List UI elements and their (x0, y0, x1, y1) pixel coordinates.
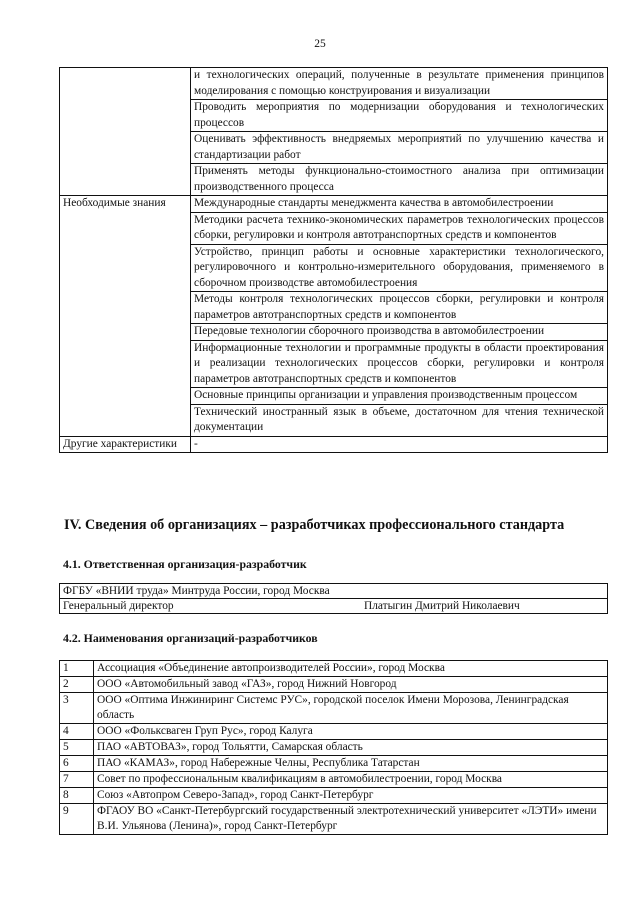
row-number: 8 (60, 788, 94, 804)
other-label: Другие характеристики (60, 436, 191, 453)
knowledge-cell: Методики расчета технико-экономических параметров технологических процессов сборки, регулировки и контроля автотранспортных средств и компонентов (191, 212, 608, 244)
row-number: 6 (60, 756, 94, 772)
knowledge-cell: Технический иностранный язык в объеме, достаточном для чтения технической документации (191, 404, 608, 436)
table-row (60, 244, 608, 292)
empty-label-cell (60, 212, 191, 244)
table-row (60, 772, 608, 788)
table-row (60, 292, 608, 324)
responsible-table (59, 583, 608, 614)
org-name: Союз «Автопром Северо-Запад», город Санкт-Петербург (94, 788, 608, 804)
org-name: ООО «Фольксваген Груп Рус», город Калуга (94, 724, 608, 740)
developers-table (59, 660, 608, 835)
row-number: 4 (60, 724, 94, 740)
skills-table (59, 67, 608, 453)
table-row (60, 804, 608, 835)
empty-label-cell (60, 324, 191, 341)
org-name: ПАО «КАМАЗ», город Набережные Челны, Республика Татарстан (94, 756, 608, 772)
org-name: ООО «Оптима Инжиниринг Системс РУС», городской поселок Имени Морозова, Ленинградская область (94, 693, 608, 724)
director-name: Платыгин Дмитрий Николаевич (364, 599, 608, 614)
knowledge-cell: Международные стандарты менеджмента качества в автомобилестроении (191, 196, 608, 213)
table-row (60, 693, 608, 724)
table-row (60, 740, 608, 756)
table-row (60, 677, 608, 693)
table-row (60, 388, 608, 405)
table-row (60, 584, 608, 599)
empty-label-cell (60, 100, 191, 132)
row-number: 3 (60, 693, 94, 724)
director-position: Генеральный директор (60, 599, 365, 614)
empty-label-cell (60, 340, 191, 388)
knowledge-cell: Информационные технологии и программные продукты в области проектирования и реализации технологических процессов сборки, регулировки и контроля параметров автотранспортных средств и компонентов (191, 340, 608, 388)
row-number: 2 (60, 677, 94, 693)
row-number: 7 (60, 772, 94, 788)
org-name: Ассоциация «Объединение автопроизводителей России», город Москва (94, 661, 608, 677)
org-name: ООО «Автомобильный завод «ГАЗ», город Нижний Новгород (94, 677, 608, 693)
table-row (60, 788, 608, 804)
table-row (60, 340, 608, 388)
row-number: 9 (60, 804, 94, 835)
row-number: 1 (60, 661, 94, 677)
empty-label-cell (60, 292, 191, 324)
empty-label-cell (60, 164, 191, 196)
section-title: IV. Сведения об организациях – разработчиках профессионального стандарта (64, 517, 565, 533)
org-name: ПАО «АВТОВАЗ», город Тольятти, Самарская область (94, 740, 608, 756)
table-row (60, 196, 608, 213)
row-number: 5 (60, 740, 94, 756)
responsible-heading: 4.1. Ответственная организация-разработчик (63, 557, 307, 571)
table-row (60, 132, 608, 164)
page-number: 25 (314, 38, 326, 50)
knowledge-label: Необходимые знания (60, 196, 191, 213)
knowledge-cell: Устройство, принцип работы и основные характеристики технологического, регулировочного и контрольно-измерительного оборудования, применяемого в сборочном производстве автомобилестроения (191, 244, 608, 292)
table-row (60, 436, 608, 453)
empty-label-cell (60, 244, 191, 292)
table-row (60, 724, 608, 740)
skill-cell: Оценивать эффективность внедряемых мероприятий по улучшению качества и стандартизации работ (191, 132, 608, 164)
table-row (60, 212, 608, 244)
table-row (60, 404, 608, 436)
table-row (60, 756, 608, 772)
empty-label-cell (60, 404, 191, 436)
skill-cell: и технологических операций, полученные в результате применения принципов моделирования с помощью конструирования и визуализации (191, 68, 608, 100)
knowledge-cell: Методы контроля технологических процессов сборки, регулировки и контроля параметров автотранспортных средств и компонентов (191, 292, 608, 324)
other-value-cell: - (191, 436, 608, 453)
table-row (60, 100, 608, 132)
table-row (60, 661, 608, 677)
table-row (60, 164, 608, 196)
skill-cell: Проводить мероприятия по модернизации оборудования и технологических процессов (191, 100, 608, 132)
knowledge-cell: Основные принципы организации и управления производственным процессом (191, 388, 608, 405)
table-row (60, 68, 608, 100)
skill-cell: Применять методы функционально-стоимостного анализа при оптимизации производственного процесса (191, 164, 608, 196)
org-name: ФГАОУ ВО «Санкт-Петербургский государственный электротехнический университет «ЛЭТИ» имени В.И. Ульянова (Ленина)», город Санкт-Петербург (94, 804, 608, 835)
org-name: Совет по профессиональным квалификациям в автомобилестроении, город Москва (94, 772, 608, 788)
empty-label-cell (60, 132, 191, 164)
responsible-org: ФГБУ «ВНИИ труда» Минтруда России, город Москва (60, 584, 608, 599)
table-row (60, 324, 608, 341)
table-row (60, 599, 608, 614)
empty-label-cell (60, 68, 191, 100)
developers-heading: 4.2. Наименования организаций-разработчиков (63, 631, 318, 645)
knowledge-cell: Передовые технологии сборочного производства в автомобилестроении (191, 324, 608, 341)
empty-label-cell (60, 388, 191, 405)
